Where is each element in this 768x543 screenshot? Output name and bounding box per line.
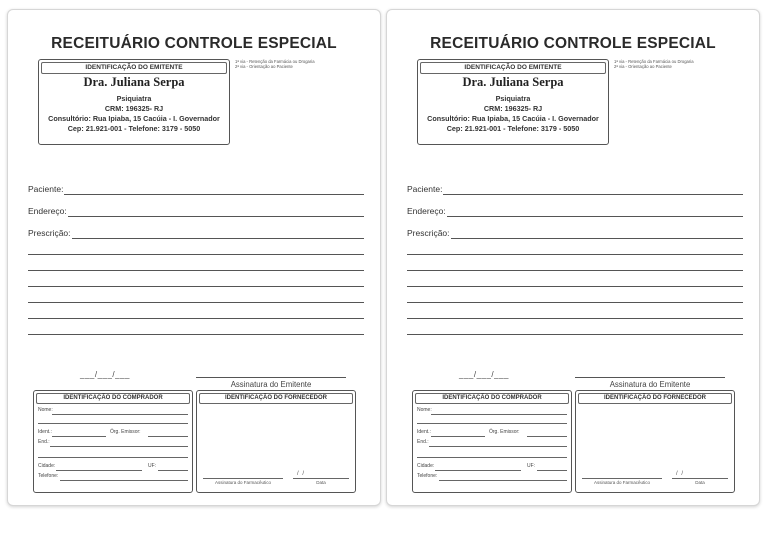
prescription-line[interactable]: [407, 318, 743, 319]
buyer-name-field[interactable]: [417, 407, 567, 415]
doctor-crm: CRM: 196325- RJ: [104, 104, 164, 113]
buyer-city-field[interactable]: [38, 463, 188, 471]
supplier-date-label: Data: [316, 480, 326, 485]
patient-label: Paciente:: [28, 184, 64, 194]
address-field[interactable]: [407, 206, 743, 218]
doctor-specialty: Psiquiatra: [495, 94, 531, 103]
buyer-city-label: Cidade:: [38, 463, 56, 469]
buyer-issuer-label: Órg. Emissor:: [489, 429, 520, 435]
buyer-end-label: End.:: [38, 439, 50, 445]
doctor-address: Consultório: Rua Ipiaba, 15 Cacúia - I. Governador: [427, 114, 599, 123]
signature-label: Assinatura do Emitente: [230, 380, 312, 389]
prescription-field[interactable]: [28, 228, 364, 240]
buyer-name-label: Nome:: [417, 407, 432, 413]
buyer-ident-label: Ident.:: [38, 429, 52, 435]
prescription-label: Prescrição:: [28, 228, 71, 238]
buyer-blank-line[interactable]: [417, 416, 567, 424]
prescription-field[interactable]: [407, 228, 743, 240]
supplier-header: IDENTIFICAÇÃO DO FORNECEDOR: [578, 393, 732, 404]
buyer-ident-field[interactable]: [38, 429, 188, 437]
signature-label: Assinatura do Emitente: [609, 380, 691, 389]
form-title: RECEITUÁRIO CONTROLE ESPECIAL: [51, 35, 337, 52]
pharmacist-signature-label: Assinatura do Farmacêutico: [214, 480, 272, 485]
buyer-phone-field[interactable]: [417, 473, 567, 481]
doctor-contact: Cep: 21.921-001 - Telefone: 3179 - 5050: [67, 124, 201, 133]
supplier-date-field[interactable]: / /: [297, 471, 306, 477]
emitter-box: [417, 59, 609, 145]
buyer-blank-line[interactable]: [417, 450, 567, 458]
prescription-line[interactable]: [28, 302, 364, 303]
prescription-line[interactable]: [407, 286, 743, 287]
buyer-phone-field[interactable]: [38, 473, 188, 481]
supplier-date-line[interactable]: [293, 478, 349, 479]
prescription-line[interactable]: [407, 270, 743, 271]
signature-line[interactable]: [196, 377, 346, 378]
address-label: Endereço:: [28, 206, 67, 216]
signature-line[interactable]: [575, 377, 725, 378]
buyer-end-field[interactable]: [417, 439, 567, 447]
prescription-line[interactable]: [407, 334, 743, 335]
emitter-header: IDENTIFICAÇÃO DO EMITENTE: [420, 62, 606, 74]
buyer-box: [33, 390, 193, 493]
emitter-box: [38, 59, 230, 145]
date-field[interactable]: ___/___/___: [459, 370, 509, 379]
supplier-header: IDENTIFICAÇÃO DO FORNECEDOR: [199, 393, 353, 404]
patient-label: Paciente:: [407, 184, 443, 194]
patient-field[interactable]: [28, 184, 364, 196]
via-note-2: 2ª via - Orientação ao Paciente: [235, 64, 293, 69]
supplier-box: [575, 390, 735, 493]
doctor-specialty: Psiquiatra: [116, 94, 152, 103]
prescription-line[interactable]: [28, 318, 364, 319]
via-note-2: 2ª via - Orientação ao Paciente: [614, 64, 672, 69]
via-note-1: 1ª via - Retenção da Farmácia ou Drogaria: [235, 59, 315, 64]
buyer-uf-label: UF:: [527, 463, 536, 469]
buyer-name-label: Nome:: [38, 407, 53, 413]
address-label: Endereço:: [407, 206, 446, 216]
supplier-date-label: Data: [695, 480, 705, 485]
pharmacist-signature-line[interactable]: [582, 478, 662, 479]
buyer-issuer-label: Órg. Emissor:: [110, 429, 141, 435]
buyer-ident-label: Ident.:: [417, 429, 431, 435]
emitter-header: IDENTIFICAÇÃO DO EMITENTE: [41, 62, 227, 74]
prescription-line[interactable]: [407, 302, 743, 303]
supplier-box: [196, 390, 356, 493]
prescription-sheet-left: [7, 9, 381, 506]
buyer-blank-line[interactable]: [38, 416, 188, 424]
buyer-end-field[interactable]: [38, 439, 188, 447]
buyer-header: IDENTIFICAÇÃO DO COMPRADOR: [415, 393, 569, 404]
patient-field[interactable]: [407, 184, 743, 196]
pharmacist-signature-label: Assinatura do Farmacêutico: [593, 480, 651, 485]
doctor-crm: CRM: 196325- RJ: [483, 104, 543, 113]
buyer-name-field[interactable]: [38, 407, 188, 415]
prescription-line[interactable]: [28, 254, 364, 255]
doctor-name: Dra. Juliana Serpa: [83, 75, 185, 89]
prescription-label: Prescrição:: [407, 228, 450, 238]
buyer-end-label: End.:: [417, 439, 429, 445]
prescription-line[interactable]: [407, 254, 743, 255]
via-notes: [235, 59, 315, 69]
prescription-sheet-right: [386, 9, 760, 506]
supplier-date-field[interactable]: / /: [676, 471, 685, 477]
buyer-city-field[interactable]: [417, 463, 567, 471]
buyer-box: [412, 390, 572, 493]
doctor-name: Dra. Juliana Serpa: [462, 75, 564, 89]
supplier-date-line[interactable]: [672, 478, 728, 479]
prescription-line[interactable]: [28, 334, 364, 335]
address-field[interactable]: [28, 206, 364, 218]
buyer-phone-label: Telefone:: [38, 473, 59, 479]
buyer-city-label: Cidade:: [417, 463, 435, 469]
via-notes: [614, 59, 694, 69]
doctor-address: Consultório: Rua Ipiaba, 15 Cacúia - I. Governador: [48, 114, 220, 123]
date-field[interactable]: ___/___/___: [80, 370, 130, 379]
via-note-1: 1ª via - Retenção da Farmácia ou Drogaria: [614, 59, 694, 64]
buyer-blank-line[interactable]: [38, 450, 188, 458]
prescription-line[interactable]: [28, 286, 364, 287]
buyer-uf-label: UF:: [148, 463, 157, 469]
doctor-contact: Cep: 21.921-001 - Telefone: 3179 - 5050: [446, 124, 580, 133]
buyer-ident-field[interactable]: [417, 429, 567, 437]
form-title: RECEITUÁRIO CONTROLE ESPECIAL: [430, 35, 716, 52]
prescription-line[interactable]: [28, 270, 364, 271]
buyer-header: IDENTIFICAÇÃO DO COMPRADOR: [36, 393, 190, 404]
buyer-phone-label: Telefone:: [417, 473, 438, 479]
pharmacist-signature-line[interactable]: [203, 478, 283, 479]
